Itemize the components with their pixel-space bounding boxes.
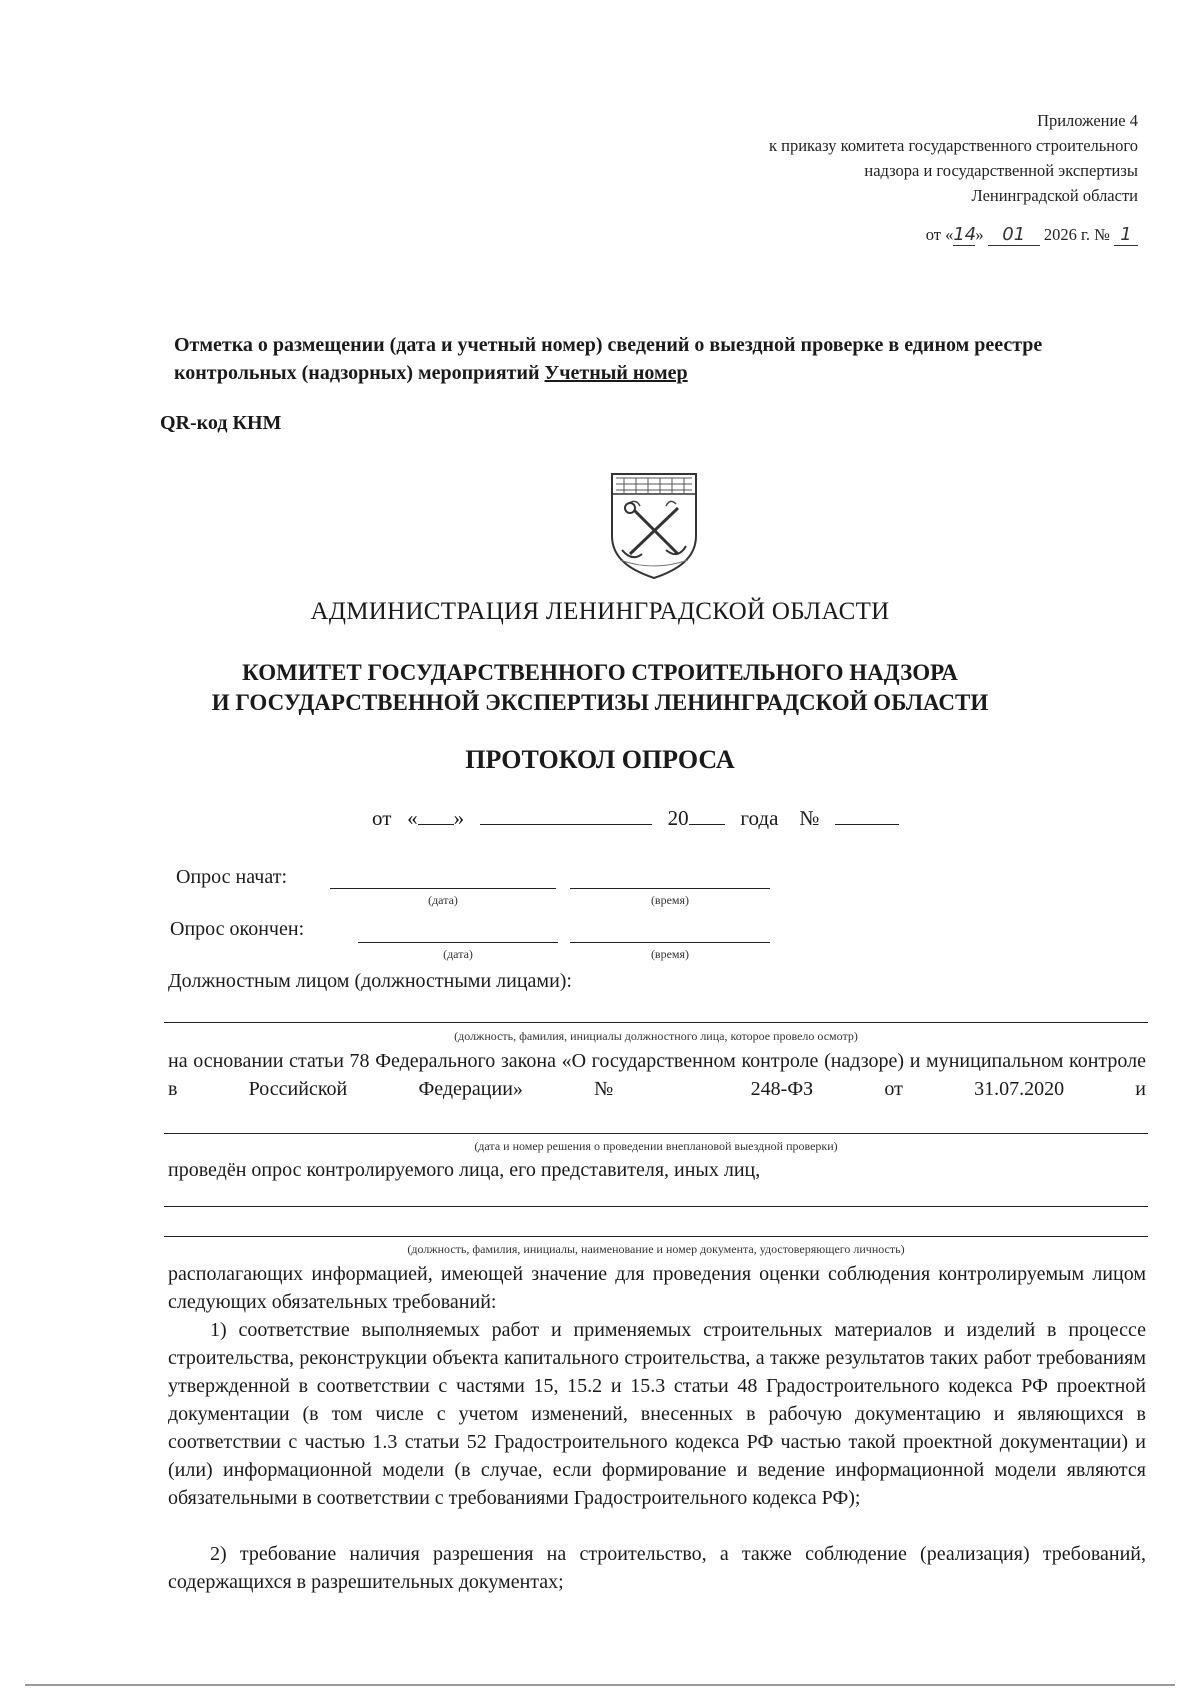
protocol-title: ПРОТОКОЛ ОПРОСА (465, 745, 735, 774)
page-bottom-rule (25, 1684, 1175, 1686)
protocol-quote-open: « (407, 806, 418, 830)
person-caption: (должность, фамилия, инициалы, наименование и номер документа, удостоверяющего личность) (407, 1242, 905, 1256)
committee-line: И ГОСУДАРСТВЕННОЙ ЭКСПЕРТИЗЫ ЛЕНИНГРАДСКОЙ ОБЛАСТИ (211, 690, 989, 715)
protocol-from: от (372, 806, 392, 830)
order-year: 2026 г. № (1043, 225, 1110, 244)
protocol-month-field[interactable] (480, 806, 652, 825)
survey-ended-label: Опрос окончен: (170, 918, 305, 940)
official-label: Должностным лицом (должностными лицами): (168, 970, 572, 992)
decision-field[interactable] (164, 1133, 1148, 1134)
info-paragraph: располагающих информацией, имеющей значение для проведения оценки соблюдения контролируемым лицом следующих обязательных требований: (168, 1263, 1146, 1313)
requirement-item: 1) соответствие выполняемых работ и применяемых строительных материалов и изделий в процессе строительства, реконструкции объекта капитального строительства, а также результатов таких работ требованиям утвержденной в соответствии с частями 15, 15.2 и 15.3 статьи 48 Градостроительного кодекса РФ проектной документации (в том числе с учетом изменений, внесенных в рабочую документацию и являющихся в соответствии с частью 1.3 статьи 52 Градостроительного кодекса РФ частью такой проектной документации) и (или) информационной модели (в случае, если формирование и ведение информационной модели являются обязательными в соответствии с требованиями Градостроительного кодекса РФ); (168, 1319, 1146, 1509)
protocol-century: 20 (667, 806, 689, 830)
protocol-number-field[interactable] (835, 806, 899, 825)
protocol-year-word: года (740, 806, 779, 830)
registry-mark-text: Отметка о размещении (дата и учетный номер) сведений о выездной проверке в едином реестре контрольных (надзорных) мероприятий (174, 334, 1043, 384)
appendix-line: к приказу комитета государственного строительного (768, 136, 1138, 155)
order-month: 01 (988, 224, 1040, 246)
requirement-item: 2) требование наличия разрешения на строительство, а также соблюдение (реализация) требований, содержащихся в разрешительных документах; (168, 1543, 1146, 1593)
person-field-1[interactable] (164, 1206, 1148, 1207)
time-caption: (время) (650, 947, 690, 961)
protocol-day-field[interactable] (418, 806, 454, 825)
protocol-number-sign: № (799, 806, 820, 830)
survey-started-date-field[interactable] (330, 888, 556, 889)
survey-paragraph: проведён опрос контролируемого лица, его представителя, иных лиц, (168, 1159, 761, 1181)
date-caption: (дата) (443, 947, 473, 961)
decision-caption: (дата и номер решения о проведении внеплановой выездной проверки) (474, 1139, 838, 1153)
basis-paragraph: на основании статьи 78 Федерального закона «О государственном контроле (надзоре) и муниципальном контроле в Российской Федерации» № 248-ФЗ от 31.07.2020 и (168, 1050, 1146, 1100)
order-mid: » (975, 225, 984, 244)
order-prefix: от « (925, 225, 954, 244)
order-date-line (926, 224, 1138, 246)
protocol-quote-close: » (453, 806, 465, 830)
survey-started-label: Опрос начат: (176, 866, 288, 888)
survey-ended-time-field[interactable] (570, 942, 770, 943)
appendix-line: надзора и государственной экспертизы (864, 161, 1138, 180)
appendix-line: Ленинградской области (971, 186, 1138, 205)
registry-mark (174, 331, 1164, 387)
protocol-date-line (372, 806, 899, 831)
committee-title (0, 658, 1200, 718)
appendix-line: Приложение 4 (1037, 111, 1138, 130)
date-caption: (дата) (428, 893, 458, 907)
official-field[interactable] (164, 1022, 1148, 1023)
qr-label: QR-код КНМ (160, 412, 282, 434)
coat-of-arms-icon (606, 470, 702, 582)
time-caption: (время) (650, 893, 690, 907)
order-day: 14 (953, 224, 977, 245)
person-field-2[interactable] (164, 1236, 1148, 1237)
survey-started-time-field[interactable] (570, 888, 770, 889)
administration-title: АДМИНИСТРАЦИЯ ЛЕНИНГРАДСКОЙ ОБЛАСТИ (310, 598, 890, 625)
protocol-year-field[interactable] (689, 806, 725, 825)
registry-number-label: Учетный номер (544, 362, 688, 384)
appendix-block (769, 108, 1138, 208)
committee-line: КОМИТЕТ ГОСУДАРСТВЕННОГО СТРОИТЕЛЬНОГО НАДЗОРА (242, 660, 958, 685)
order-number: 1 (1114, 224, 1138, 246)
survey-ended-date-field[interactable] (358, 942, 558, 943)
official-caption: (должность, фамилия, инициалы должностного лица, которое провело осмотр) (454, 1029, 858, 1043)
